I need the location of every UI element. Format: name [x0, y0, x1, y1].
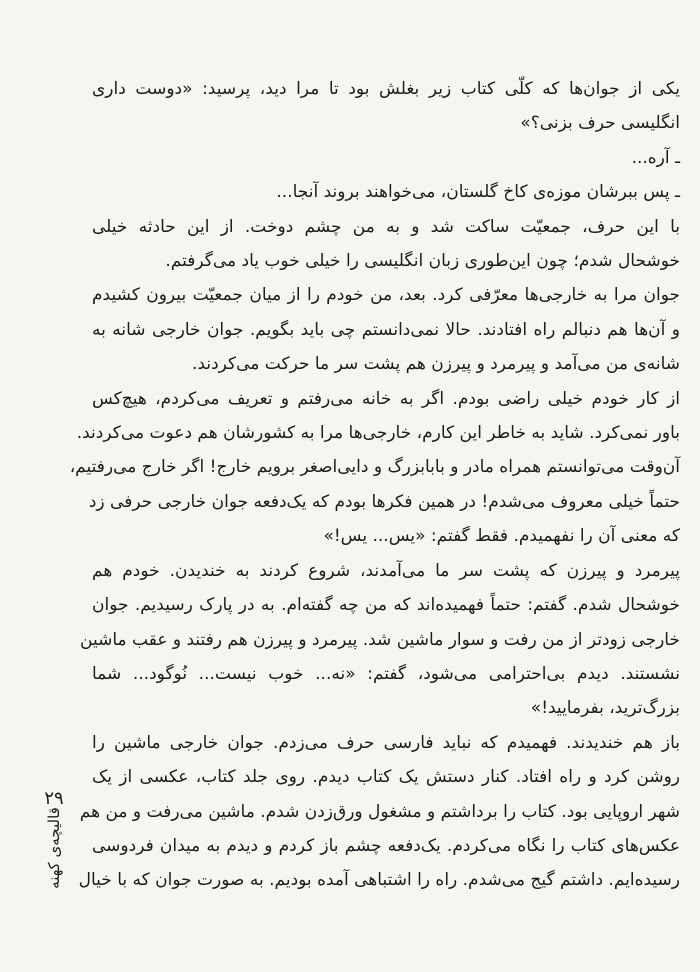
- paragraph: [80, 554, 680, 726]
- paragraph: [92, 278, 680, 381]
- text-line: پیرمرد و پیرزن که پشت سر ما می‌آمدند، شروع کردند به خندیدن. خودم هم: [92, 560, 680, 581]
- text-line: حتماً خیلی معروف می‌شدم! در همین فکرها بودم که یک‌دفعه جوان خارجی حرفی زد: [88, 491, 680, 512]
- page-footer-side: [34, 788, 74, 928]
- text-line: انگلیسی حرف بزنی؟»: [520, 113, 680, 134]
- text-line: با این حرف، جمعیّت ساکت شد و به من چشم دوخت. از این حادثه خیلی: [92, 216, 680, 237]
- text-line: از کار خودم خیلی راضی بودم. اگر به خانه می‌رفتم و تعریف می‌کردم، هیچ‌کس: [92, 388, 680, 409]
- text-line: نشستند. دیدم بی‌احترامی می‌شود، گفتم: «نه... خوب نیست... نُوگود... شما: [92, 663, 680, 684]
- text-line: ـ آره...: [631, 147, 680, 168]
- text-line: و آن‌ها هم دنبالم راه افتادند. حالا نمی‌دانستم چی باید بگویم. جوان خارجی شانه به: [92, 319, 680, 340]
- paragraph: [92, 210, 680, 279]
- paragraph: [92, 141, 680, 175]
- text-line: رسیده‌ایم. داشتم گیج می‌شدم. راه را اشتباهی آمده بودیم. به صورت جوان که با خیال: [78, 870, 680, 891]
- text-line: شهر اروپایی بود. کتاب را برداشتم و مشغول ورق‌زدن شدم. ماشین می‌رفت و من هم: [79, 801, 680, 822]
- text-line: عکس‌های کتاب را نگاه می‌کردم. یک‌دفعه چشم باز کردم و دیدم به میدان فردوسی: [92, 835, 680, 856]
- text-line: که معنی آن را نفهمیدم. فقط گفتم: «یس... یس!»: [323, 526, 680, 547]
- text-line: آن‌وقت می‌توانستم همراه مادر و بابابزرگ و دایی‌اصغر برویم خارج! اگر خارج می‌رفتیم،: [69, 457, 680, 478]
- text-line: روشن کرد و راه افتاد. کنار دستش یک کتاب دیدم. روی جلد کتاب، عکسی از یک: [92, 767, 680, 788]
- text-line: خوشحال شدم؛ چون این‌طوری زبان انگلیسی را خیلی خوب یاد می‌گرفتم.: [165, 251, 680, 272]
- text-line: ـ پس ببرشان موزه‌ی کاخ گلستان، می‌خواهند بروند آنجا...: [276, 182, 680, 203]
- page-number: ۲۹: [44, 788, 64, 809]
- paragraph: [69, 382, 680, 554]
- text-line: باور نمی‌کرد. شاید به خاطر این کارم، خارجی‌ها مرا به کشورشان هم دعوت می‌کردند.: [76, 423, 680, 444]
- text-line: بزرگ‌ترید، بفرمایید!»: [530, 698, 680, 719]
- text-line: شانه‌ی من می‌آمد و پیرمرد و پیرزن هم پشت سر ما حرکت می‌کردند.: [192, 354, 680, 375]
- body-text: [69, 72, 680, 898]
- running-title: قالیچه‌ی کهنه: [45, 807, 63, 889]
- paragraph: [92, 175, 680, 209]
- text-line: خوشحال شدم. گفتم: حتماً فهمیده‌اند که من چه گفته‌ام. به در پارک رسیدیم. جوان: [92, 595, 680, 616]
- paragraph: [78, 726, 680, 898]
- paragraph: [92, 72, 680, 141]
- text-line: جوان مرا به خارجی‌ها معرّفی کرد. بعد، من خودم را از میان جمعیّت بیرون کشیدم: [92, 285, 680, 306]
- text-line: خارجی زودتر از من رفت و سوار ماشین شد. پیرمرد و پیرزن هم رفتند و عقب ماشین: [80, 629, 680, 650]
- text-line: باز هم خندیدند. فهمیدم که نباید فارسی حرف می‌زدم. جوان خارجی ماشین را: [92, 732, 680, 753]
- text-line: یکی از جوان‌ها که کلّی کتاب زیر بغلش بود تا مرا دید، پرسید: «دوست داری: [92, 79, 680, 99]
